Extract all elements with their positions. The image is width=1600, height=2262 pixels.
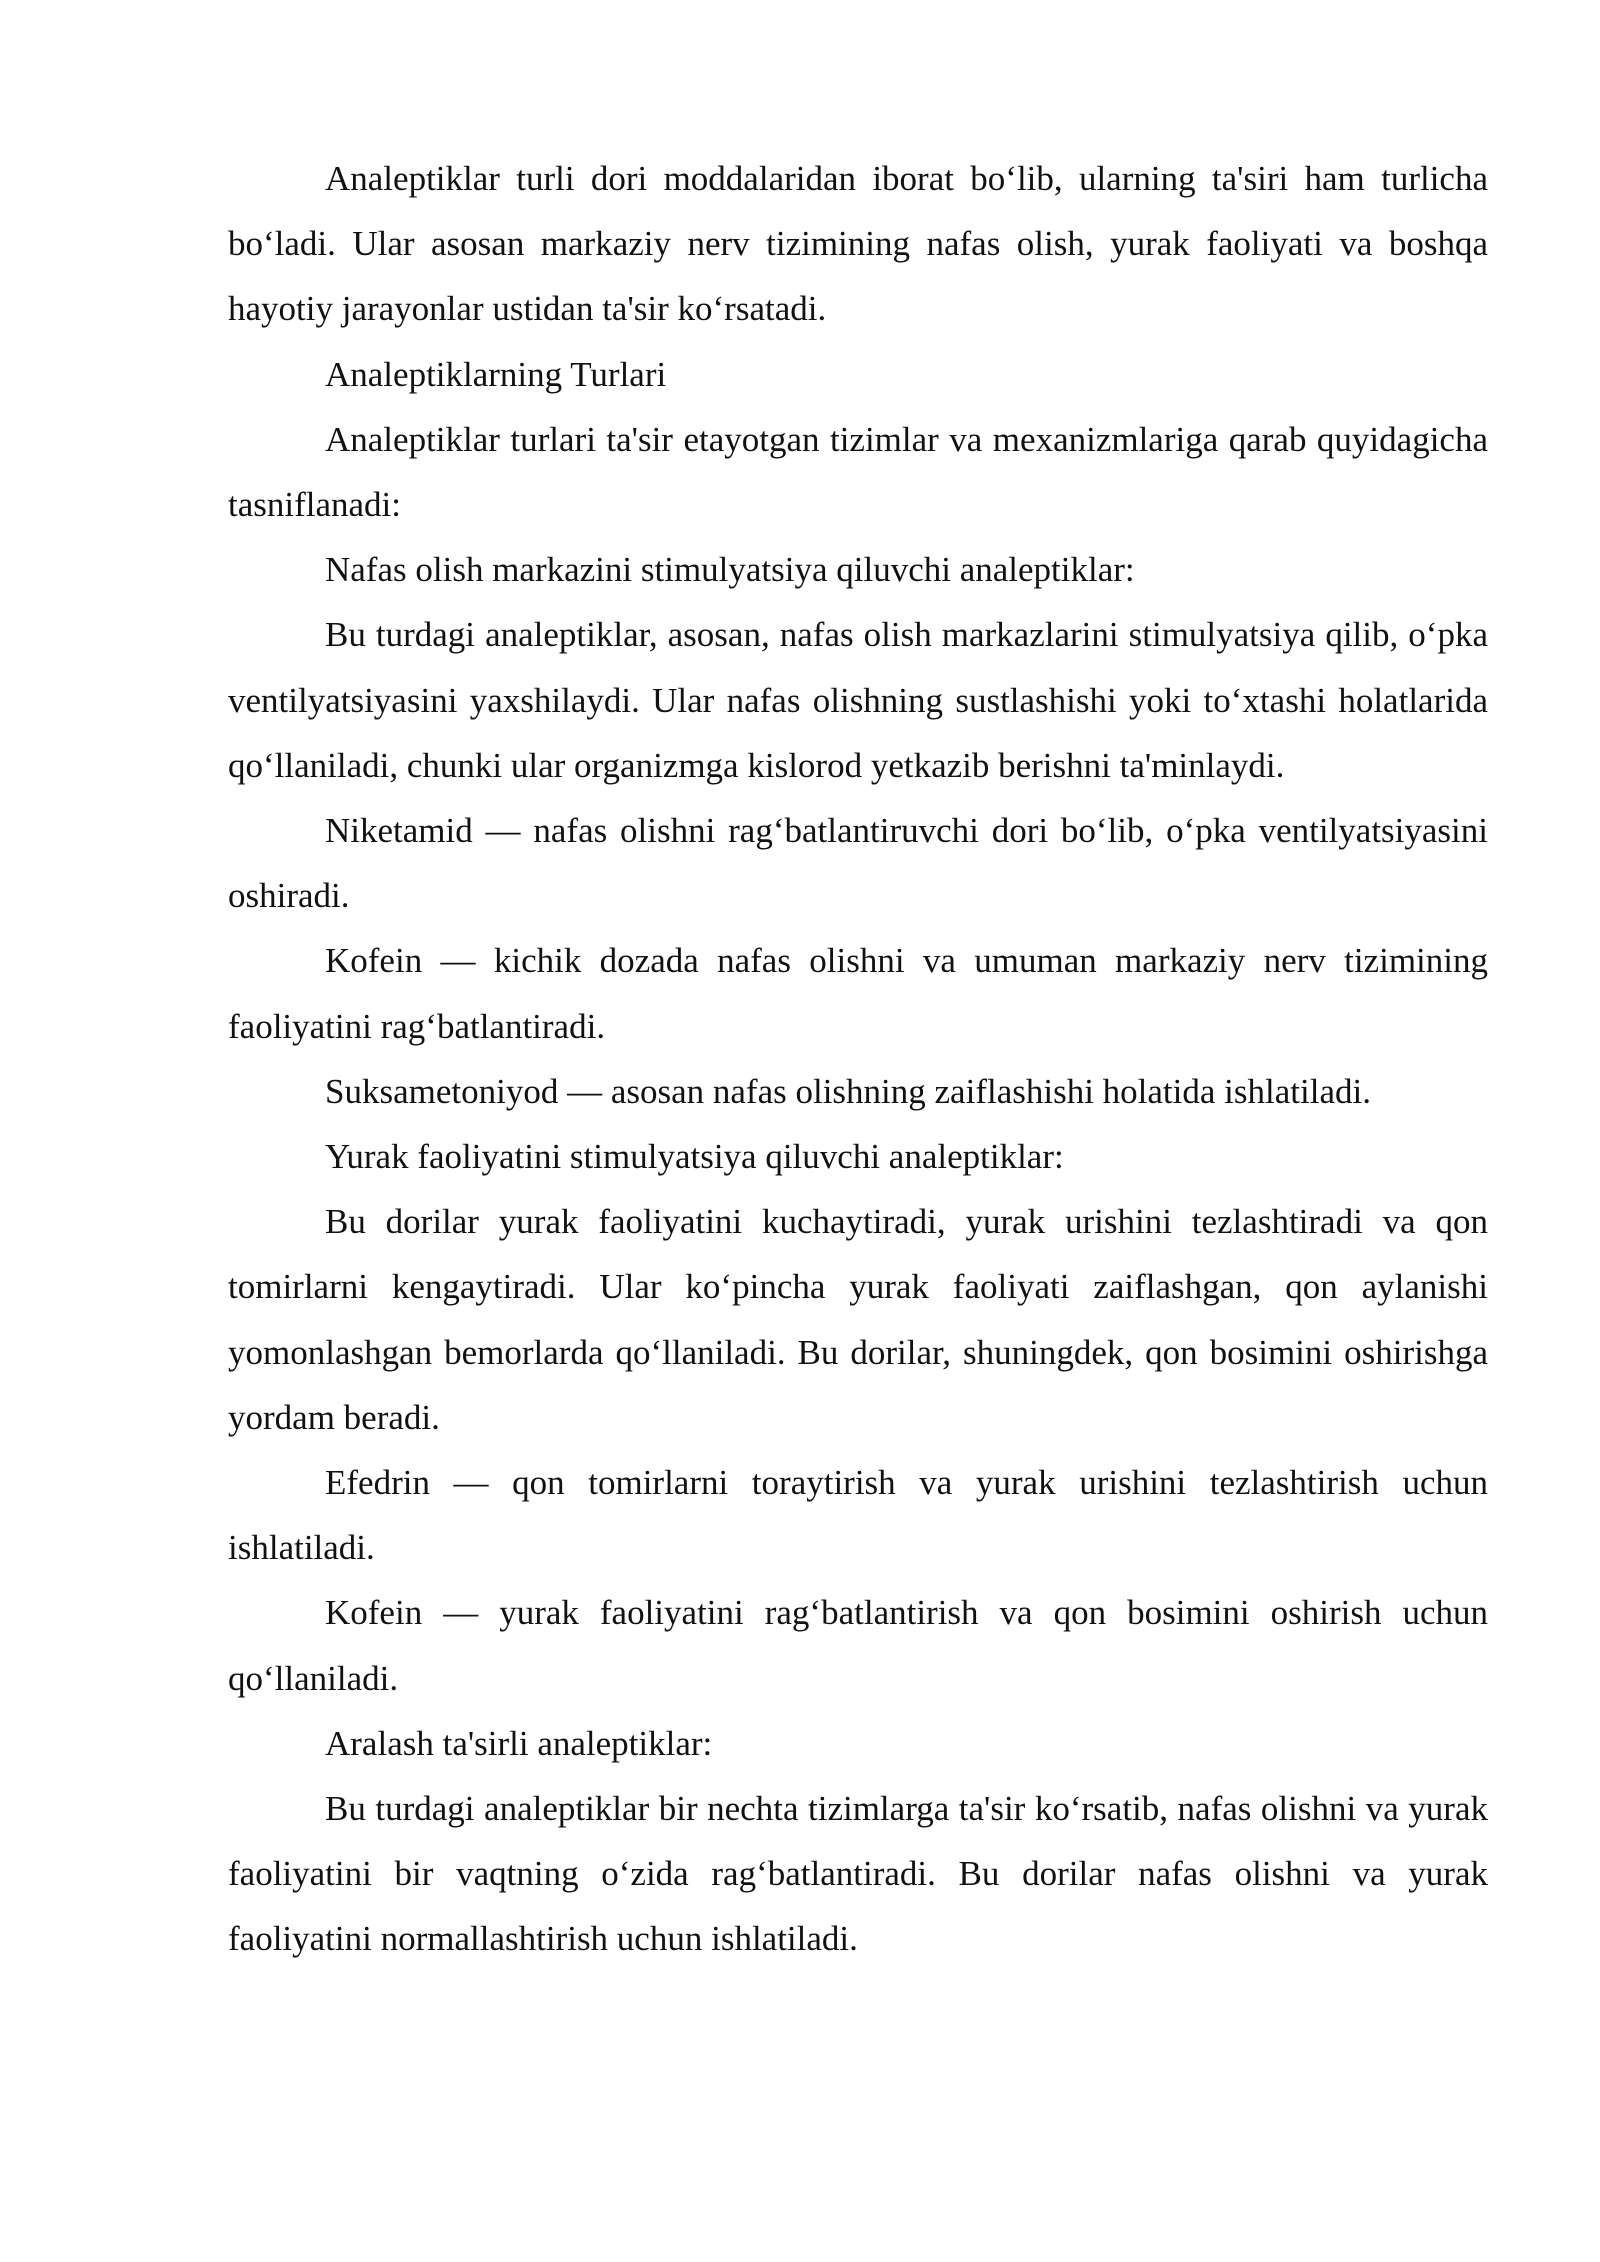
- paragraph-classification: Analeptiklar turlari ta'sir etayotgan tizimlar va mexanizmlariga qarab quyidagicha tasniflanadi:: [228, 419, 1488, 525]
- heading-types: Analeptiklarning Turlari: [325, 354, 667, 394]
- subheading-respiratory: Nafas olish markazini stimulyatsiya qiluvchi analeptiklar:: [325, 550, 1135, 590]
- item-kofein-respiratory: Kofein — kichik dozada nafas olishni va umuman markaziy nerv tizimining faoliyatini rag‘batlantiradi.: [228, 941, 1488, 1046]
- paragraph-mixed: Bu turdagi analeptiklar bir nechta tizimlarga ta'sir ko‘rsatib, nafas olishni va yurak faoliyatini bir vaqtning o‘zida rag‘batlantiradi. Bu dorilar nafas olishni va yurak faoliyatini normallashtirish uchun ishlatiladi.: [228, 1789, 1488, 1959]
- item-suksametoniyod: Suksametoniyod — asosan nafas olishning zaiflashishi holatida ishlatiladi.: [325, 1071, 1371, 1111]
- paragraph-intro: Analeptiklar turli dori moddalaridan iborat bo‘lib, ularning ta'siri ham turlicha bo‘ladi. Ular asosan markaziy nerv tizimining nafas olish, yurak faoliyati va boshqa hayotiy jarayonlar ustidan ta'sir ko‘rsatadi.: [228, 159, 1488, 329]
- paragraph-cardiac: Bu dorilar yurak faoliyatini kuchaytiradi, yurak urishini tezlashtiradi va qon tomirlarni kengaytiradi. Ular ko‘pincha yurak faoliyati zaiflashgan, qon aylanishi yomonlashgan bemorlarda qo‘llaniladi. Bu dorilar, shuningdek, qon bosimini oshirishga yordam beradi.: [228, 1202, 1488, 1437]
- paragraph-respiratory: Bu turdagi analeptiklar, asosan, nafas olish markazlarini stimulyatsiya qilib, o‘pka ventilyatsiyasini yaxshilaydi. Ular nafas olishning sustlashishi yoki to‘xtashi holatlarida qo‘llaniladi, chunki ular organizmga kislorod yetkazib berishni ta'minlaydi.: [228, 615, 1488, 785]
- subheading-mixed: Aralash ta'sirli analeptiklar:: [325, 1723, 713, 1763]
- item-kofein-cardiac: Kofein — yurak faoliyatini rag‘batlantirish va qon bosimini oshirish uchun qo‘llaniladi.: [228, 1593, 1488, 1698]
- item-efedrin: Efedrin — qon tomirlarni toraytirish va yurak urishini tezlashtirish uchun ishlatiladi.: [228, 1463, 1488, 1568]
- document-body: [228, 146, 1488, 1972]
- subheading-cardiac: Yurak faoliyatini stimulyatsiya qiluvchi analeptiklar:: [325, 1137, 1064, 1177]
- item-niketamid: Niketamid — nafas olishni rag‘batlantiruvchi dori bo‘lib, o‘pka ventilyatsiyasini oshiradi.: [228, 811, 1488, 916]
